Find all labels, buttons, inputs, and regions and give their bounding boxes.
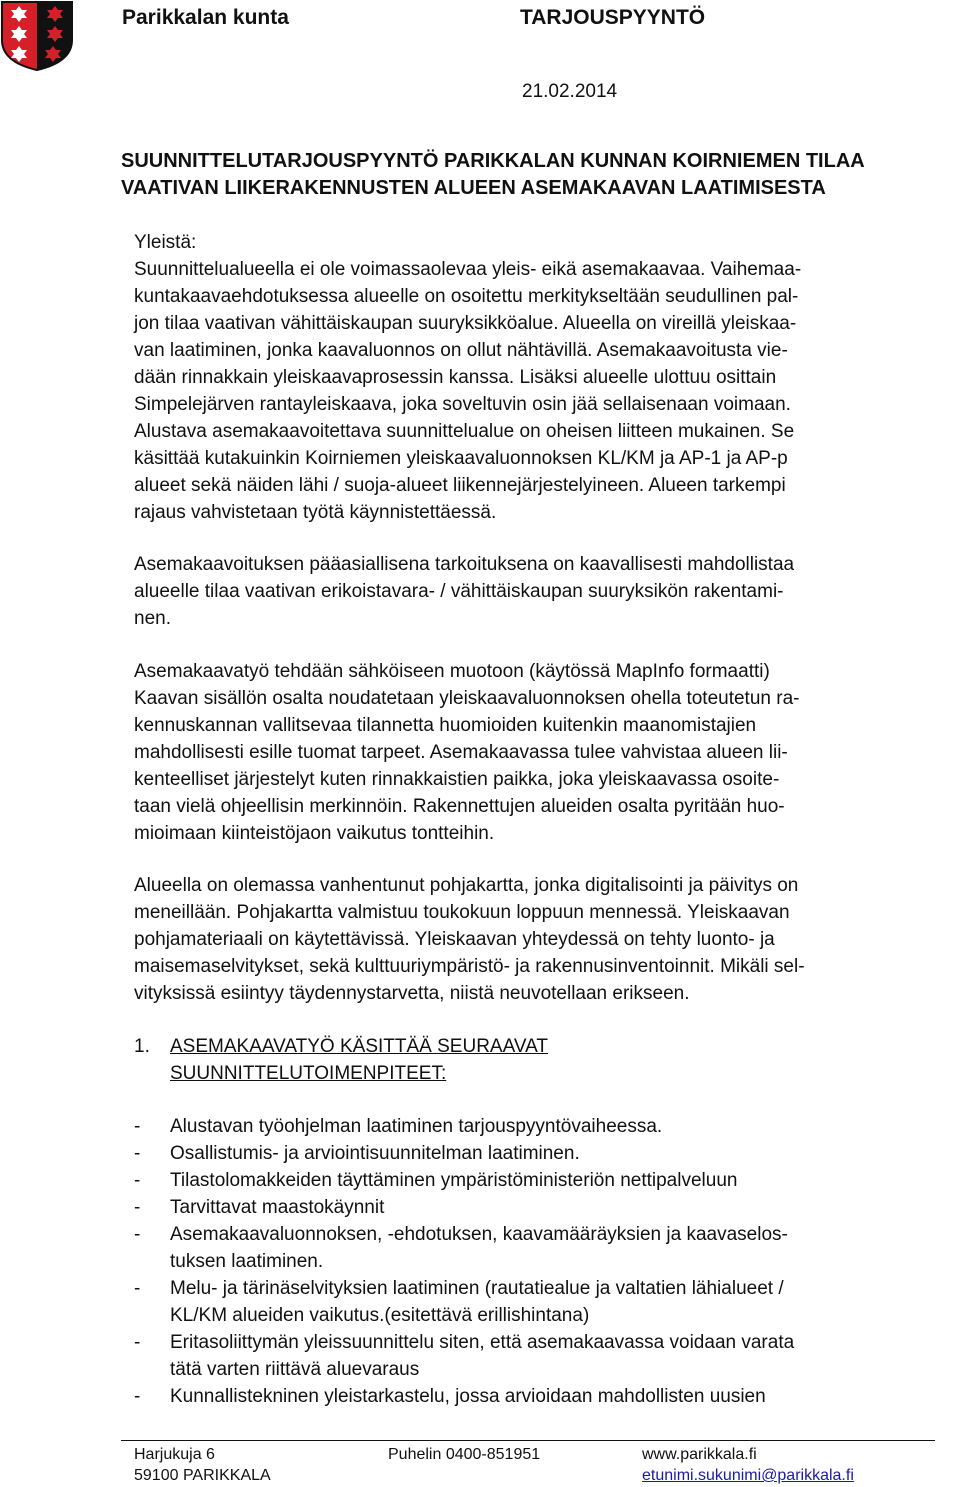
document-date: 21.02.2014 xyxy=(522,81,618,102)
dash-marker: - xyxy=(134,1224,141,1245)
dash-marker: - xyxy=(134,1143,141,1164)
footer-address xyxy=(134,1444,271,1486)
paragraph-line: Asemakaavatyö tehdään sähköiseen muotoon (käytössä MapInfo formaatti) xyxy=(134,661,770,682)
municipal-coat-of-arms-icon xyxy=(0,0,74,72)
paragraph-line: kennuskannan vallitsevaa tilannetta huomioiden kuitenkin maanomistajien xyxy=(134,715,757,736)
paragraph-line: taan vielä ohjeellisin merkinnöin. Rakennettujen alueiden osalta pyritään huo- xyxy=(134,796,785,817)
list-item xyxy=(134,1329,934,1383)
list-item xyxy=(134,1275,934,1329)
title-line: SUUNNITTELUTARJOUSPYYNTÖ PARIKKALAN KUNNAN KOIRNIEMEN TILAA xyxy=(121,150,865,172)
paragraph-line: Asemakaavoituksen pääasiallisena tarkoituksena on kaavallisesti mahdollistaa xyxy=(134,554,795,575)
section-title-line: ASEMAKAAVATYÖ KÄSITTÄÄ SEURAAVAT xyxy=(170,1036,548,1057)
paragraph-line: alueet sekä näiden lähi / suoja-alueet liikennejärjestelyineen. Alueen tarkempi xyxy=(134,475,786,496)
paragraph-line: Kaavan sisällön osalta noudatetaan yleiskaavaluonnoksen ohella toteutetun ra- xyxy=(134,688,800,709)
email-link[interactable]: etunimi.sukunimi@parikkala.fi xyxy=(642,1467,854,1484)
general-paragraph xyxy=(134,229,934,526)
footer-contact xyxy=(642,1444,854,1486)
paragraph-line: Yleistä: xyxy=(134,232,197,253)
dash-marker: - xyxy=(134,1116,141,1137)
list-item-line: Tilastolomakkeiden täyttäminen ympäristöministeriön nettipalveluun xyxy=(170,1170,738,1191)
dash-marker: - xyxy=(134,1332,141,1353)
list-item xyxy=(134,1383,934,1410)
dash-marker: - xyxy=(134,1170,141,1191)
section-number: 1. xyxy=(134,1036,150,1057)
postal-address: 59100 PARIKKALA xyxy=(134,1467,271,1484)
list-item xyxy=(134,1221,934,1275)
paragraph-line: maisemaselvitykset, sekä kulttuuriympäristö- ja rakennusinventoinnit. Mikäli sel- xyxy=(134,956,805,977)
list-item-line: Tarvittavat maastokäynnit xyxy=(170,1197,385,1218)
list-item-line: Kunnallistekninen yleistarkastelu, jossa arvioidaan mahdollisten uusien xyxy=(170,1386,766,1407)
list-item xyxy=(134,1140,934,1167)
paragraph-line: vityksissä esiintyy täydennystarvetta, niistä neuvotellaan erikseen. xyxy=(134,983,690,1004)
paragraph-line: nen. xyxy=(134,608,171,629)
list-item-line: tätä varten riittävä aluevaraus xyxy=(170,1359,420,1380)
paragraph-line: kuntakaavaehdotuksessa alueelle on osoitettu merkitykseltään seudullinen pal- xyxy=(134,286,799,307)
dash-marker: - xyxy=(134,1386,141,1407)
paragraph-line: kenteelliset järjestelyt kuten rinnakkaistien paikka, joka yleiskaavassa osoite- xyxy=(134,769,780,790)
paragraph-line: käsittää kutakuinkin Koirniemen yleiskaavaluonnoksen KL/KM ja AP-1 ja AP-p xyxy=(134,448,788,469)
list-item xyxy=(134,1167,934,1194)
paragraph-line: Alueella on olemassa vanhentunut pohjakartta, jonka digitalisointi ja päivitys on xyxy=(134,875,799,896)
footer-divider xyxy=(121,1440,935,1441)
list-item-line: Osallistumis- ja arviointisuunnitelman laatiminen. xyxy=(170,1143,580,1164)
website-link[interactable]: www.parikkala.fi xyxy=(642,1446,757,1463)
list-item-line: KL/KM alueiden vaikutus.(esitettävä erillishintana) xyxy=(170,1305,590,1326)
organization-name: Parikkalan kunta xyxy=(122,6,289,29)
format-paragraph xyxy=(134,658,934,847)
basemap-paragraph xyxy=(134,872,934,1007)
section-title-line: SUUNNITTELUTOIMENPITEET: xyxy=(170,1063,447,1084)
list-item-line: Alustavan työohjelman laatiminen tarjouspyyntövaiheessa. xyxy=(170,1116,663,1137)
paragraph-line: van laatiminen, jonka kaavaluonnos on ollut nähtävillä. Asemakaavoitusta vie- xyxy=(134,340,788,361)
street-address: Harjukuja 6 xyxy=(134,1446,215,1463)
list-item xyxy=(134,1113,934,1140)
paragraph-line: rajaus vahvistetaan työtä käynnistettäessä. xyxy=(134,502,497,523)
list-item-line: tuksen laatiminen. xyxy=(170,1251,324,1272)
paragraph-line: pohjamateriaali on käytettävissä. Yleiskaavan yhteydessä on tehty luonto- ja xyxy=(134,929,775,950)
document-title xyxy=(121,148,865,202)
list-item xyxy=(134,1194,934,1221)
document-type: TARJOUSPYYNTÖ xyxy=(520,6,706,29)
list-item-line: Asemakaavaluonnoksen, -ehdotuksen, kaavamääräyksien ja kaavaselos- xyxy=(170,1224,788,1245)
paragraph-line: jon tilaa vaativan vähittäiskaupan suuryksikköalue. Alueella on vireillä yleiskaa- xyxy=(134,313,797,334)
paragraph-line: dään rinnakkain yleiskaavaprosessin kanssa. Lisäksi alueelle ulottuu osittain xyxy=(134,367,777,388)
paragraph-line: alueelle tilaa vaativan erikoistavara- / vähittäiskaupan suuryksikön rakentami- xyxy=(134,581,784,602)
purpose-paragraph xyxy=(134,551,934,632)
paragraph-line: meneillään. Pohjakartta valmistuu toukokuun loppuun mennessä. Yleiskaavan xyxy=(134,902,790,923)
task-list xyxy=(134,1113,934,1410)
dash-marker: - xyxy=(134,1197,141,1218)
paragraph-line: mahdollisesti esille tuomat tarpeet. Asemakaavassa tulee vahvistaa alueen lii- xyxy=(134,742,788,763)
paragraph-line: Alustava asemakaavoitettava suunnittelualue on oheisen liitteen mukainen. Se xyxy=(134,421,795,442)
paragraph-line: Simpelejärven rantayleiskaava, joka soveltuvin osin jää sellaisenaan voimaan. xyxy=(134,394,791,415)
list-item-line: Melu- ja tärinäselvityksien laatiminen (rautatiealue ja valtatien lähialueet / xyxy=(170,1278,784,1299)
paragraph-line: Suunnittelualueella ei ole voimassaolevaa yleis- eikä asemakaavaa. Vaihemaa- xyxy=(134,259,802,280)
paragraph-line: mioimaan kiinteistöjaon vaikutus tontteihin. xyxy=(134,823,495,844)
title-line: VAATIVAN LIIKERAKENNUSTEN ALUEEN ASEMAKAAVAN LAATIMISESTA xyxy=(121,177,826,199)
footer-phone: Puhelin 0400-851951 xyxy=(388,1446,541,1463)
dash-marker: - xyxy=(134,1278,141,1299)
list-item-line: Eritasoliittymän yleissuunnittelu siten, että asemakaavassa voidaan varata xyxy=(170,1332,795,1353)
